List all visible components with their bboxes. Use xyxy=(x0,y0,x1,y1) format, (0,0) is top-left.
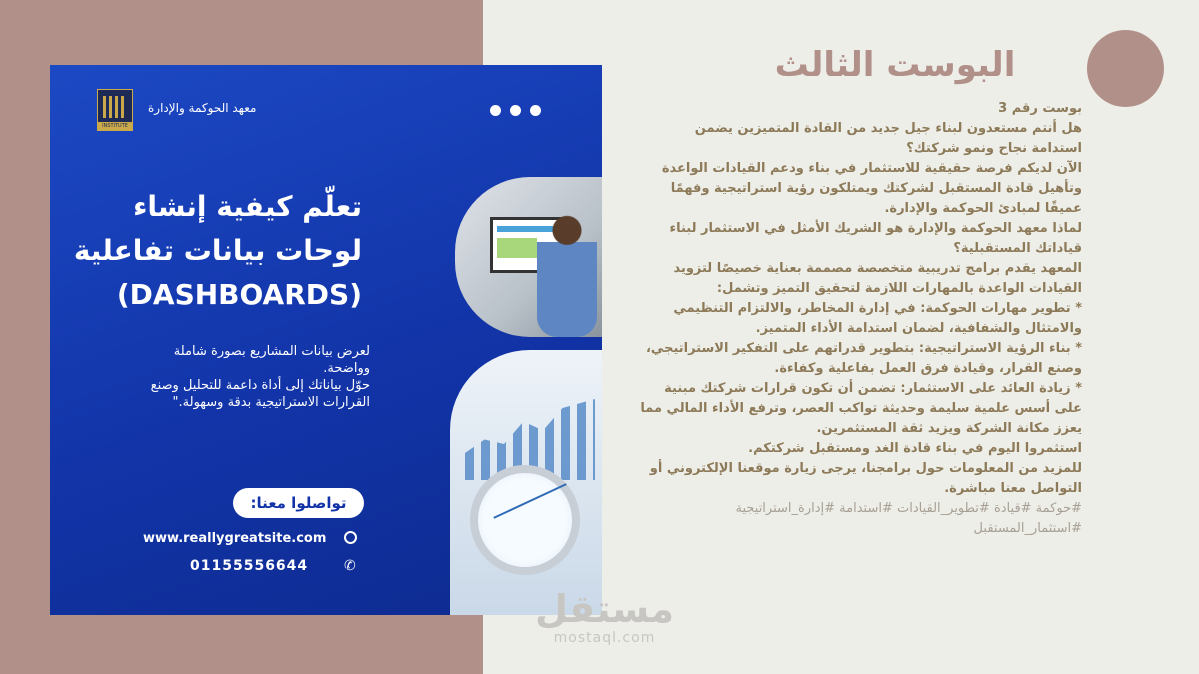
post-paragraph: * بناء الرؤية الاستراتيجية: بتطوير قدراتهم على التفكير الاستراتيجي، وصنع القرار، وقيادة فرق العمل بفاعلية وكفاءة. xyxy=(645,341,1082,376)
headline-line-1: تعلّم كيفية إنشاء xyxy=(133,190,362,223)
post-hashtags: #حوكمة #قيادة #تطوير_القيادات #استدامة #إدارة_استراتيجية #استثمار_المستقبل xyxy=(735,501,1082,536)
post-paragraph: لماذا معهد الحوكمة والإدارة هو الشريك الأمثل في الاستثمار لبناء قياداتك المستقبلية؟ xyxy=(669,221,1082,256)
post-paragraph: الآن لديكم فرصة حقيقية للاستثمار في بناء ودعم القيادات الواعدة وتأهيل قادة المستقبل لشركتك ويمتلكون رؤية استراتيجية وفهمًا عميقًا لمبادئ الحوكمة والإدارة. xyxy=(661,161,1082,216)
poster-headline xyxy=(50,185,362,317)
post-paragraph: * تطوير مهارات الحوكمة: في إدارة المخاطر، والالتزام التنظيمي والامتثال والشفافية، لضمان استدامة الأداء المتميز. xyxy=(673,301,1082,336)
poster-description xyxy=(140,343,370,411)
more-dots-icon xyxy=(490,105,541,116)
post-body xyxy=(640,99,1082,539)
dot-icon xyxy=(490,105,501,116)
logo-building-icon xyxy=(103,96,127,118)
post-paragraph: المعهد يقدم برامج تدريبية متخصصة مصممة بعناية خصيصًا لتزويد القيادات الواعدة بالمهارات اللازمة لتحقيق التميز وتشمل: xyxy=(673,261,1082,296)
post-paragraph: * زيادة العائد على الاستثمار: تضمن أن تكون قرارات شركتك مبنية على أسس علمية سليمة وحديثة تواكب العصر، وترفع الأداء المالي مما يعزز مكانة الشركة ويزيد ثقة المستثمرين. xyxy=(640,381,1082,436)
institute-logo xyxy=(97,89,133,131)
phone-number[interactable]: 01155556644 xyxy=(190,558,309,574)
post-paragraph: استثمروا اليوم في بناء قادة الغد ومستقبل شركتكم. xyxy=(748,441,1082,456)
watermark-latin: mostaql.com xyxy=(553,630,656,646)
poster-card xyxy=(50,65,602,615)
headline-line-3: (DASHBOARDS) xyxy=(116,278,362,311)
desc-line-1: لعرض بيانات المشاريع بصورة شاملة وواضحة. xyxy=(173,344,370,376)
contact-us-button[interactable]: تواصلوا معنا: xyxy=(233,488,364,518)
post-paragraph: هل أنتم مستعدون لبناء جيل جديد من القادة المتميزين يضمن استدامة نجاح ونمو شركتك؟ xyxy=(694,121,1082,156)
dot-icon xyxy=(530,105,541,116)
website-link[interactable]: www.reallygreatsite.com xyxy=(143,531,327,546)
monitor-chart xyxy=(497,238,537,258)
globe-icon xyxy=(344,531,357,544)
magnifier-icon xyxy=(470,465,580,575)
post-paragraph: للمزيد من المعلومات حول برامجنا، يرجى زيارة موقعنا الإلكتروني أو التواصل معنا مباشرة. xyxy=(649,461,1082,496)
institute-name: معهد الحوكمة والإدارة xyxy=(148,101,257,115)
dot-icon xyxy=(510,105,521,116)
post-title: البوست الثالث xyxy=(774,45,1016,85)
decorative-circle xyxy=(1087,30,1164,107)
person-image xyxy=(537,207,597,337)
watermark-logo xyxy=(535,588,674,646)
photo-person-at-monitor xyxy=(455,177,602,337)
post-paragraph: بوست رقم 3 xyxy=(998,101,1082,116)
watermark-arabic: مستقل xyxy=(535,587,674,631)
headline-line-2: لوحات بيانات تفاعلية xyxy=(73,234,362,267)
desc-line-2: حوّل بياناتك إلى أداة داعمة للتحليل وصنع القرارات الاستراتيجية بدقة وسهولة." xyxy=(150,378,370,410)
logo-text: INSTITUTE xyxy=(98,122,132,130)
photo-magnifier-chart xyxy=(450,350,602,615)
phone-icon: ✆ xyxy=(344,558,356,574)
